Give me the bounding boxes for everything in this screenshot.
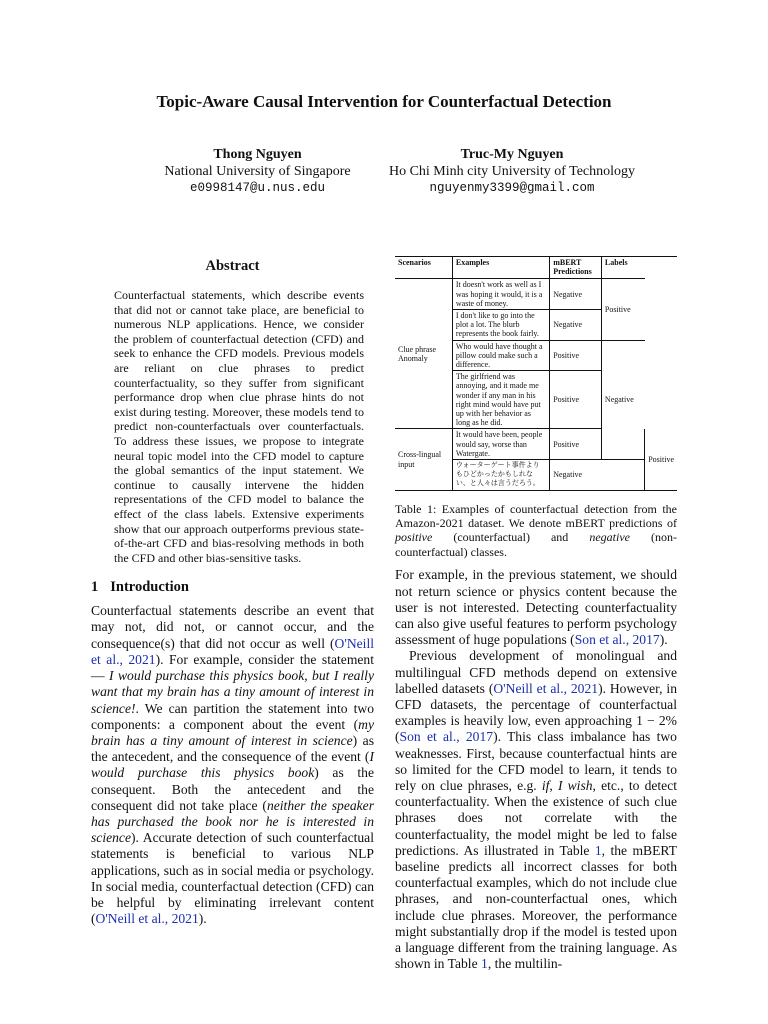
prediction-cell: Negative bbox=[550, 310, 602, 341]
example-cell: I don't like to go into the plot a lot. The blurb represents the book fairly. bbox=[452, 310, 549, 341]
table-row bbox=[395, 279, 677, 310]
text-run: ). For example, consider the statement — bbox=[91, 651, 374, 684]
emphasis: I wish bbox=[557, 777, 593, 793]
emphasis: I would purchase this physics book, but I really want that my brain has a tiny amount of interest in science! bbox=[91, 668, 374, 716]
prediction-cell: Positive bbox=[550, 371, 602, 429]
author-email: nguyenmy3399@gmail.com bbox=[429, 181, 595, 195]
emphasis: if bbox=[541, 777, 550, 793]
text-run: ) as the consequent. Both the antecedent and the consequent did not take place ( bbox=[91, 765, 374, 813]
prediction-cell: Negative bbox=[550, 279, 602, 310]
paragraph bbox=[395, 567, 677, 648]
scenario-cell: Clue phrase Anomaly bbox=[395, 279, 452, 429]
table-reference-link[interactable]: 1 bbox=[594, 842, 602, 858]
right-body bbox=[395, 567, 677, 972]
abstract-heading: Abstract bbox=[205, 258, 260, 274]
emphasis: neither the speaker has purchased the book nor he is interested in science bbox=[91, 797, 375, 846]
right-column bbox=[395, 256, 677, 972]
emphasis: positive bbox=[395, 530, 433, 545]
author-name: Thong Nguyen bbox=[213, 147, 302, 162]
intro-body bbox=[91, 603, 374, 927]
text-run: Table 1: Examples of counterfactual detection from the Amazon-2021 dataset. We denote mBERT predictions of bbox=[395, 501, 677, 531]
abstract-text: Counterfactual statements, which describe events that did not or cannot take place, are beneficial to numerous NLP applications. Hence, we consider the problem of counterfactual detection (CFD) and seek to enhance the CFD models. Previous models are reliant on clue phrases to predict counterfactuality, so they suffer from significant performance drop when clue phrase hints do not exist during testing. Moreover, these models tend to predict non-counterfactuals over counterfactuals. To address these issues, we propose to integrate neural topic model into the CFD model to capture the global semantics of the input statement. We continue to causally intervene the hidden representations of the CFD model to balance the effect of the class labels. Extensive experiments show that our approach outperforms previous state-of-the-art CFD and bias-resolving methods in both the CFD and other bias-sensitive tasks. bbox=[114, 288, 364, 565]
emphasis: my brain has a tiny amount of interest in science bbox=[91, 716, 374, 748]
table-header: Labels bbox=[601, 257, 644, 279]
scenario-cell: Cross-lingual input bbox=[398, 450, 442, 469]
text-run: ). Accurate detection of such counterfactual statements is beneficial to various NLP applications, such as in social media or psychology. In social media, counterfactual detection (CFD) can be helpful by eliminating irrelevant content ( bbox=[91, 830, 374, 927]
label-cell: Positive bbox=[601, 279, 644, 340]
text-run: ) as the antecedent, and the consequence of the event ( bbox=[91, 732, 374, 765]
example-cell: It would have been, people would say, worse than Watergate. bbox=[452, 429, 549, 460]
section-number: 1 bbox=[91, 579, 99, 596]
emphasis: negative bbox=[589, 530, 630, 545]
section-heading bbox=[91, 579, 374, 596]
text-run: , bbox=[549, 777, 558, 793]
label-cell: Negative bbox=[601, 340, 644, 459]
text-run: ). This class imbalance has two weaknesses. First, because counterfactual hints are so limited for the CFD model to learn, it tends to rely on clue phrases, e.g. bbox=[395, 729, 677, 793]
paragraph bbox=[395, 648, 677, 972]
text-run: Previous development of monolingual and multilingual CFD methods depend on extensive labelled datasets ( bbox=[395, 648, 677, 696]
citation-link[interactable]: O'Neill et al., 2021 bbox=[91, 635, 374, 667]
table-header: mBERT Predictions bbox=[550, 257, 602, 279]
author-affiliation: National University of Singapore bbox=[164, 164, 351, 179]
text-run: ). bbox=[198, 911, 207, 927]
text-run: Counterfactual statements describe an event that may not, did not, or cannot occur, and the consequence(s) that did not occur as well ( bbox=[91, 603, 374, 651]
prediction-cell: Positive bbox=[550, 429, 602, 460]
examples-table bbox=[395, 256, 677, 491]
text-run: , the mBERT baseline predicts all incorrect classes for both counterfactual examples, which do not include clue phrases, and non-counterfactual ones, which include clue phrases. Moreover, the performance might substantially drop if the model is tested upon a language different from the training language. As shown in Table bbox=[395, 842, 677, 972]
citation-link[interactable]: Son et al., 2017 bbox=[399, 729, 494, 745]
text-run: , etc., to detect counterfactuality. When the existence of such clue phrases does not correlate with the counterfactuality, the model might be led to false predictions. As illustrated in Table bbox=[395, 777, 678, 858]
author-name: Truc-My Nguyen bbox=[460, 147, 564, 162]
example-cell: The girlfriend was annoying, and it made me wonder if any man in his right mind would have put up with her behavior as long as he did. bbox=[452, 371, 549, 429]
label-cell: Positive bbox=[645, 429, 677, 490]
table-header-row bbox=[395, 257, 677, 279]
citation-link[interactable]: O'Neill et al., 2021 bbox=[95, 911, 199, 927]
prediction-cell: Positive bbox=[550, 340, 602, 371]
text-run: For example, in the previous statement, we should not return science or physics content because the user is not interested. Detecting counterfactuality can also give useful features to perform psychology assessment of huge populations ( bbox=[395, 567, 677, 648]
citation-link[interactable]: Son et al., 2017 bbox=[574, 632, 660, 648]
table-reference-link[interactable]: 1 bbox=[481, 956, 488, 972]
text-run: ). However, in CFD datasets, the percentage of counterfactual examples is heavily low, even approaching 1 − 2% ( bbox=[395, 680, 677, 745]
text-run: , the multilin- bbox=[487, 956, 563, 972]
text-run: (counterfactual) and bbox=[432, 530, 590, 545]
section-title: Introduction bbox=[110, 579, 189, 596]
author-affiliation: Ho Chi Minh city University of Technology bbox=[388, 164, 636, 179]
emphasis: I would purchase this physics book bbox=[91, 749, 374, 781]
text-run: ). bbox=[659, 632, 668, 648]
table-caption bbox=[395, 502, 677, 560]
paragraph bbox=[91, 603, 374, 927]
table-header: Examples bbox=[452, 257, 549, 279]
author-block bbox=[372, 146, 652, 197]
paper-title: Topic-Aware Causal Intervention for Counterfactual Detection bbox=[156, 92, 612, 111]
citation-link[interactable]: O'Neill et al., 2021 bbox=[493, 680, 599, 696]
example-cell: Who would have thought a pillow could make such a difference. bbox=[452, 340, 549, 371]
text-run: . We can partition the statement into two components: a component about the event ( bbox=[91, 700, 374, 732]
prediction-cell: Negative bbox=[550, 460, 602, 491]
example-cell: It doesn't work as well as I was hoping it would, it is a waste of money. bbox=[452, 279, 549, 310]
author-block bbox=[140, 146, 375, 197]
left-column bbox=[91, 256, 374, 927]
table-header: Scenarios bbox=[395, 257, 452, 279]
author-email: e0998147@u.nus.edu bbox=[189, 181, 326, 195]
example-cell: ウォーターゲート事件よりもひどかったかもしれない、と人々は言うだろう。 bbox=[452, 460, 549, 491]
text-run: (non-counterfactual) classes. bbox=[395, 530, 677, 559]
